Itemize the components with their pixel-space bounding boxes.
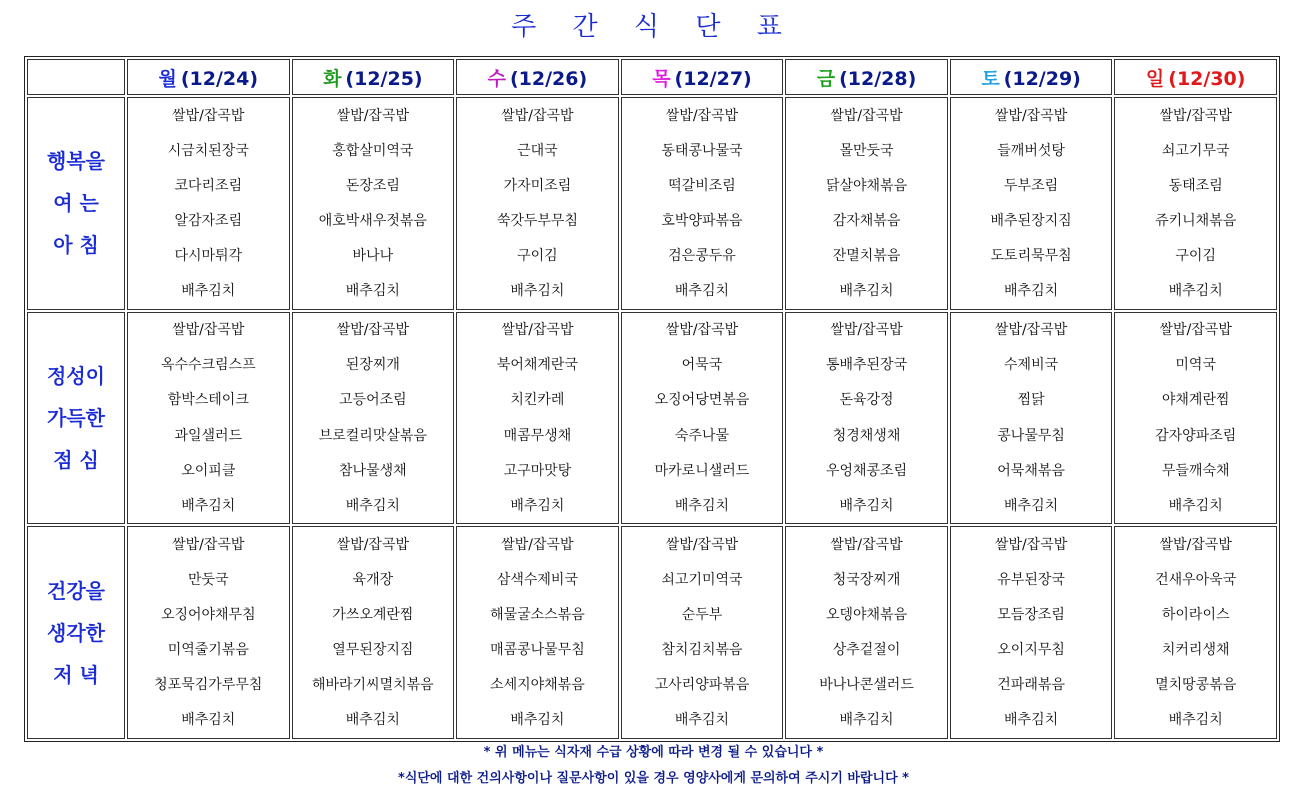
menu-item: 배추김치 [839, 712, 894, 729]
menu-item: 상추겉절이 [832, 642, 901, 659]
meal-label-line: 정성이 [47, 363, 105, 388]
menu-item: 우엉채콩조림 [825, 462, 908, 479]
menu-cell [456, 526, 619, 739]
meal-label-line: 가득한 [47, 405, 105, 430]
menu-item: 다시마튀각 [174, 247, 243, 264]
menu-item: 감자채볶음 [832, 212, 901, 229]
day-name: 월 [158, 67, 177, 90]
day-header-2 [456, 59, 619, 95]
menu-item: 된장찌개 [345, 357, 400, 374]
menu-item: 청국장찌개 [832, 571, 901, 588]
menu-item: 바나나콘샐러드 [819, 677, 914, 694]
menu-item: 동태콩나물국 [661, 142, 743, 159]
menu-item: 배추김치 [674, 712, 730, 729]
menu-item: 북어채계란국 [496, 357, 578, 374]
menu-item: 배추김치 [345, 712, 400, 729]
menu-item: 호박양파볶음 [661, 212, 743, 229]
menu-cell [1114, 526, 1277, 739]
menu-item: 미역줄기볶음 [167, 642, 249, 659]
menu-item: 닭살야채볶음 [825, 177, 908, 194]
meal-label-line: 아 침 [53, 233, 99, 258]
menu-cell [785, 526, 948, 739]
menu-item: 도토리묵무침 [990, 247, 1072, 264]
menu-item: 코다리조림 [174, 177, 243, 194]
menu-item: 쌀밥/잡곡밥 [172, 107, 245, 124]
menu-item: 참나물생채 [339, 462, 407, 479]
menu-list [457, 527, 618, 738]
menu-item: 오이지무침 [997, 642, 1065, 659]
menu-item: 배추김치 [510, 283, 565, 300]
menu-item: 구이김 [517, 247, 558, 264]
menu-cell [292, 526, 455, 739]
menu-cell [127, 526, 290, 739]
meal-label [27, 312, 125, 525]
notice-contact-dietitian: *식단에 대한 건의사항이나 질문사항이 있을 경우 영양사에게 문의하여 주시기 바랍니다 * [398, 771, 909, 786]
menu-list [128, 98, 289, 309]
menu-item: 매콤콩나물무침 [490, 642, 585, 659]
menu-item: 마카로니샐러드 [654, 462, 750, 479]
menu-item: 치킨카레 [510, 392, 565, 409]
menu-item: 쌀밥/잡곡밥 [994, 107, 1068, 124]
menu-list [951, 98, 1112, 309]
menu-item: 해물굴소스볶음 [490, 607, 585, 624]
menu-item: 고등어조림 [339, 392, 407, 409]
menu-list [786, 98, 947, 309]
menu-cell [1114, 97, 1277, 310]
menu-list [622, 98, 783, 309]
menu-item: 쌀밥/잡곡밥 [665, 322, 739, 339]
menu-item: 쌀밥/잡곡밥 [501, 322, 574, 339]
menu-cell [785, 312, 948, 525]
menu-list [293, 98, 454, 309]
day-date: (12/25) [345, 67, 423, 90]
menu-item: 쌀밥/잡곡밥 [830, 322, 903, 339]
day-header-3 [621, 59, 784, 95]
menu-list [1115, 98, 1276, 309]
menu-item: 애호박새우젓볶음 [318, 212, 427, 229]
meal-row [27, 97, 1277, 310]
menu-item: 쌀밥/잡곡밥 [1159, 536, 1232, 553]
menu-item: 오이피클 [181, 462, 236, 479]
menu-item: 야채계란찜 [1161, 392, 1230, 409]
menu-item: 쌀밥/잡곡밥 [1159, 107, 1232, 124]
menu-item: 함박스테이크 [167, 392, 249, 409]
menu-item: 구이김 [1175, 247, 1216, 264]
menu-cell [621, 312, 784, 525]
menu-item: 배추김치 [181, 712, 236, 729]
menu-item: 쌀밥/잡곡밥 [665, 107, 739, 124]
menu-item: 배추김치 [181, 497, 236, 514]
day-date: (12/30) [1168, 67, 1246, 90]
menu-item: 두부조림 [1004, 177, 1059, 194]
meal-label-line: 여 는 [53, 191, 99, 216]
menu-list [457, 98, 618, 309]
menu-item: 배추김치 [1168, 283, 1223, 300]
day-name: 목 [652, 67, 671, 90]
menu-cell [127, 97, 290, 310]
menu-item: 쌀밥/잡곡밥 [172, 536, 245, 553]
menu-item: 건파래볶음 [997, 677, 1065, 694]
menu-item: 쌀밥/잡곡밥 [994, 536, 1068, 553]
day-date: (12/26) [509, 67, 588, 90]
menu-item: 쌀밥/잡곡밥 [665, 536, 739, 553]
weekly-menu-table [24, 56, 1280, 742]
menu-item: 오징어야채무침 [160, 607, 256, 624]
menu-list [1115, 313, 1276, 524]
menu-list [128, 527, 289, 738]
day-name: 금 [816, 67, 836, 90]
menu-item: 시금치된장국 [167, 142, 249, 159]
menu-item: 치커리생채 [1161, 642, 1230, 659]
day-header-4 [785, 59, 948, 95]
menu-item: 청경채생채 [832, 427, 901, 444]
menu-cell [127, 312, 290, 525]
menu-item: 쌀밥/잡곡밥 [994, 322, 1068, 339]
day-header-row [27, 59, 1277, 95]
menu-item: 가자미조림 [503, 177, 572, 194]
day-date: (12/24) [180, 67, 259, 90]
menu-item: 동태조림 [1168, 177, 1223, 194]
menu-item: 쌀밥/잡곡밥 [1159, 322, 1232, 339]
menu-item: 돈장조림 [345, 177, 400, 194]
menu-item: 들깨버섯탕 [997, 142, 1065, 159]
menu-item: 오뎅야채볶음 [825, 607, 908, 624]
menu-item: 잔멸치볶음 [832, 247, 901, 264]
day-date: (12/27) [674, 67, 752, 90]
menu-list [951, 527, 1112, 738]
menu-item: 검은콩두유 [668, 247, 736, 264]
menu-list [128, 313, 289, 524]
menu-item: 배추김치 [674, 497, 730, 514]
menu-cell [950, 526, 1113, 739]
meal-label-line: 건강을 [47, 578, 105, 603]
menu-cell [292, 97, 455, 310]
day-name: 토 [981, 67, 1000, 90]
menu-item: 알감자조림 [174, 212, 243, 229]
day-header-0 [127, 59, 290, 95]
menu-cell [950, 97, 1113, 310]
menu-item: 배추김치 [1004, 497, 1059, 514]
menu-list [293, 527, 454, 738]
menu-item: 떡갈비조림 [668, 177, 736, 194]
meal-label-line: 점 심 [53, 447, 99, 472]
menu-item: 배추김치 [1004, 283, 1059, 300]
menu-item: 쌀밥/잡곡밥 [172, 322, 245, 339]
menu-item: 근대국 [517, 142, 558, 159]
menu-item: 오징어당면볶음 [654, 392, 750, 409]
menu-cell [785, 97, 948, 310]
menu-item: 돈육강정 [839, 392, 894, 409]
menu-item: 배추김치 [674, 283, 730, 300]
meal-label-line: 생각한 [47, 620, 105, 645]
meal-label-line: 저 녁 [53, 662, 99, 687]
day-date: (12/29) [1003, 67, 1081, 90]
menu-item: 찜닭 [1017, 392, 1045, 409]
menu-item: 배추김치 [345, 283, 400, 300]
menu-item: 배추김치 [345, 497, 400, 514]
menu-item: 배추김치 [510, 497, 565, 514]
menu-item: 멸치땅콩볶음 [1155, 677, 1237, 694]
menu-item: 참치김치볶음 [661, 642, 743, 659]
menu-item: 배추된장지짐 [990, 212, 1072, 229]
menu-item: 열무된장지짐 [332, 642, 414, 659]
meal-label-line: 행복을 [47, 149, 105, 174]
day-header-5 [950, 59, 1113, 95]
day-name: 일 [1145, 67, 1165, 90]
menu-item: 쌀밥/잡곡밥 [830, 107, 903, 124]
menu-cell [1114, 312, 1277, 525]
menu-item: 건새우아욱국 [1155, 571, 1237, 588]
menu-item: 쌀밥/잡곡밥 [501, 107, 574, 124]
notice-menu-change: * 위 메뉴는 식자재 수급 상황에 따라 변경 될 수 있습니다 * [483, 745, 824, 760]
menu-item: 옥수수크림스프 [160, 357, 256, 374]
menu-item: 배추김치 [839, 283, 894, 300]
menu-list [951, 313, 1112, 524]
menu-item: 배추김치 [1004, 712, 1059, 729]
menu-item: 유부된장국 [997, 571, 1065, 588]
menu-cell [621, 97, 784, 310]
meal-label [27, 526, 125, 739]
menu-item: 수제비국 [1004, 357, 1059, 374]
menu-cell [621, 526, 784, 739]
menu-item: 삼색수제비국 [496, 571, 578, 588]
menu-cell [292, 312, 455, 525]
menu-item: 고사리양파볶음 [654, 677, 750, 694]
menu-list [786, 527, 947, 738]
menu-list [622, 527, 783, 738]
day-date: (12/28) [839, 67, 917, 90]
menu-item: 배추김치 [510, 712, 565, 729]
menu-item: 가쓰오계란찜 [332, 607, 414, 624]
menu-item: 소세지야채볶음 [490, 677, 585, 694]
menu-cell [456, 312, 619, 525]
menu-list [622, 313, 783, 524]
day-header-1 [292, 59, 455, 95]
menu-item: 배추김치 [839, 497, 894, 514]
menu-item: 육개장 [352, 571, 394, 588]
menu-list [786, 313, 947, 524]
menu-item: 쇠고기무국 [1161, 142, 1230, 159]
menu-item: 만둣국 [187, 571, 229, 588]
menu-item: 순두부 [681, 607, 723, 624]
menu-cell [456, 97, 619, 310]
menu-item: 배추김치 [1168, 497, 1223, 514]
menu-item: 해바라기씨멸치볶음 [311, 677, 434, 694]
menu-item: 청포묵김가루무침 [154, 677, 263, 694]
menu-item: 브로컬리맛살볶음 [318, 427, 427, 444]
menu-item: 감자양파조림 [1155, 427, 1237, 444]
page-title: 주 간 식 단 표 [511, 12, 796, 42]
corner-cell [27, 59, 125, 95]
day-header-6 [1114, 59, 1277, 95]
menu-item: 배추김치 [1168, 712, 1223, 729]
menu-list [293, 313, 454, 524]
day-name: 화 [323, 67, 342, 90]
menu-item: 쌀밥/잡곡밥 [830, 536, 903, 553]
meal-label [27, 97, 125, 310]
menu-item: 미역국 [1175, 357, 1216, 374]
menu-item: 홍합살미역국 [332, 142, 414, 159]
menu-item: 쥬키니채볶음 [1155, 212, 1237, 229]
menu-item: 몰만둣국 [839, 142, 894, 159]
menu-item: 쇠고기미역국 [661, 571, 743, 588]
menu-list [1115, 527, 1276, 738]
menu-item: 모듬장조림 [997, 607, 1065, 624]
menu-item: 콩나물무침 [997, 427, 1065, 444]
menu-cell [950, 312, 1113, 525]
menu-item: 쌀밥/잡곡밥 [336, 322, 410, 339]
menu-item: 무들깨숙채 [1161, 462, 1230, 479]
menu-item: 통배추된장국 [825, 357, 908, 374]
menu-item: 쌀밥/잡곡밥 [336, 536, 410, 553]
meal-row [27, 526, 1277, 739]
menu-item: 숙주나물 [674, 427, 730, 444]
menu-item: 어묵채볶음 [997, 462, 1065, 479]
menu-item: 배추김치 [181, 283, 236, 300]
menu-item: 하이라이스 [1161, 607, 1230, 624]
menu-item: 어묵국 [681, 357, 723, 374]
menu-item: 쌀밥/잡곡밥 [501, 536, 574, 553]
menu-item: 쑥갓두부무침 [496, 212, 578, 229]
menu-item: 과일샐러드 [174, 427, 243, 444]
meal-row [27, 312, 1277, 525]
menu-item: 바나나 [352, 247, 394, 264]
day-name: 수 [487, 67, 506, 90]
menu-item: 쌀밥/잡곡밥 [336, 107, 410, 124]
menu-list [457, 313, 618, 524]
menu-item: 매콤무생채 [503, 427, 572, 444]
menu-item: 고구마맛탕 [503, 462, 572, 479]
